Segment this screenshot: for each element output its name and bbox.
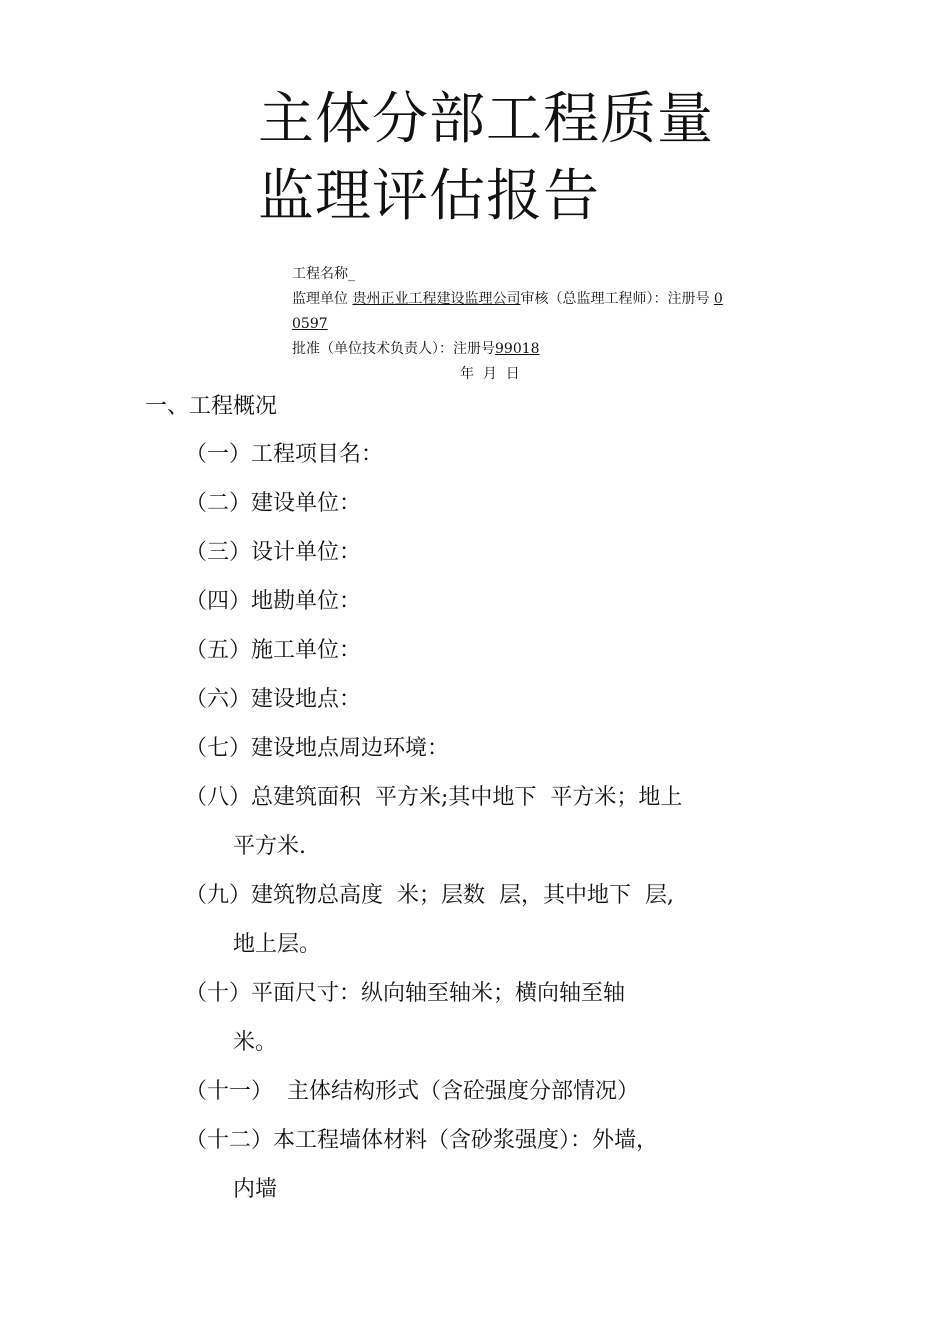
date-line: 年 月 日 — [460, 366, 520, 382]
report-title-line-1: 主体分部工程质量 — [258, 87, 714, 152]
supervision-unit-label: 监理单位 — [292, 291, 348, 307]
section-1-title: 一、工程概况 — [145, 394, 278, 419]
item-design-unit: （三）设计单位： — [185, 540, 362, 565]
approve-reg-no: 99018 — [495, 341, 540, 357]
item-wall-material-cont: 内墙 — [233, 1177, 278, 1202]
approval-line — [292, 340, 540, 358]
approve-text: 批准（单位技术负责人）：注册号 — [292, 341, 495, 357]
item-site-environment: （七）建设地点周边环境： — [185, 736, 450, 761]
item-height-floors: （九）建筑物总高度 米；层数 层，其中地下 层, — [185, 883, 674, 908]
supervision-line — [292, 290, 723, 308]
item-structure-form: （十一） 主体结构形式（含砼强度分部情况） — [185, 1079, 639, 1104]
item-floor-area-cont: 平方米. — [233, 834, 306, 859]
project-name-line — [292, 265, 355, 283]
review-reg-no-part1: 0 — [713, 291, 723, 307]
review-text: 审核（总监理工程师）：注册号 — [520, 291, 710, 307]
review-reg-no-part2: 0597 — [292, 316, 328, 332]
review-reg-no-line — [292, 315, 328, 333]
item-plan-dimensions: （十）平面尺寸：纵向轴至轴米；横向轴至轴 — [185, 981, 626, 1006]
item-construction-unit: （二）建设单位： — [185, 491, 362, 516]
item-site-location: （六）建设地点： — [185, 687, 362, 712]
report-title-line-2: 监理评估报告 — [258, 164, 600, 229]
item-wall-material: （十二）本工程墙体材料（含砂浆强度）：外墙， — [185, 1128, 659, 1153]
supervision-unit-value: 贵州正业工程建设监理公司 — [352, 291, 521, 307]
project-name-label: 工程名称_ — [292, 266, 355, 282]
item-floor-area: （八）总建筑面积 平方米;其中地下 平方米；地上 — [185, 785, 683, 810]
item-project-name: （一）工程项目名： — [185, 442, 384, 467]
item-plan-dimensions-cont: 米。 — [233, 1030, 278, 1055]
item-height-floors-cont: 地上层。 — [233, 932, 322, 957]
item-survey-unit: （四）地勘单位： — [185, 589, 362, 614]
item-builder-unit: （五）施工单位： — [185, 638, 362, 663]
